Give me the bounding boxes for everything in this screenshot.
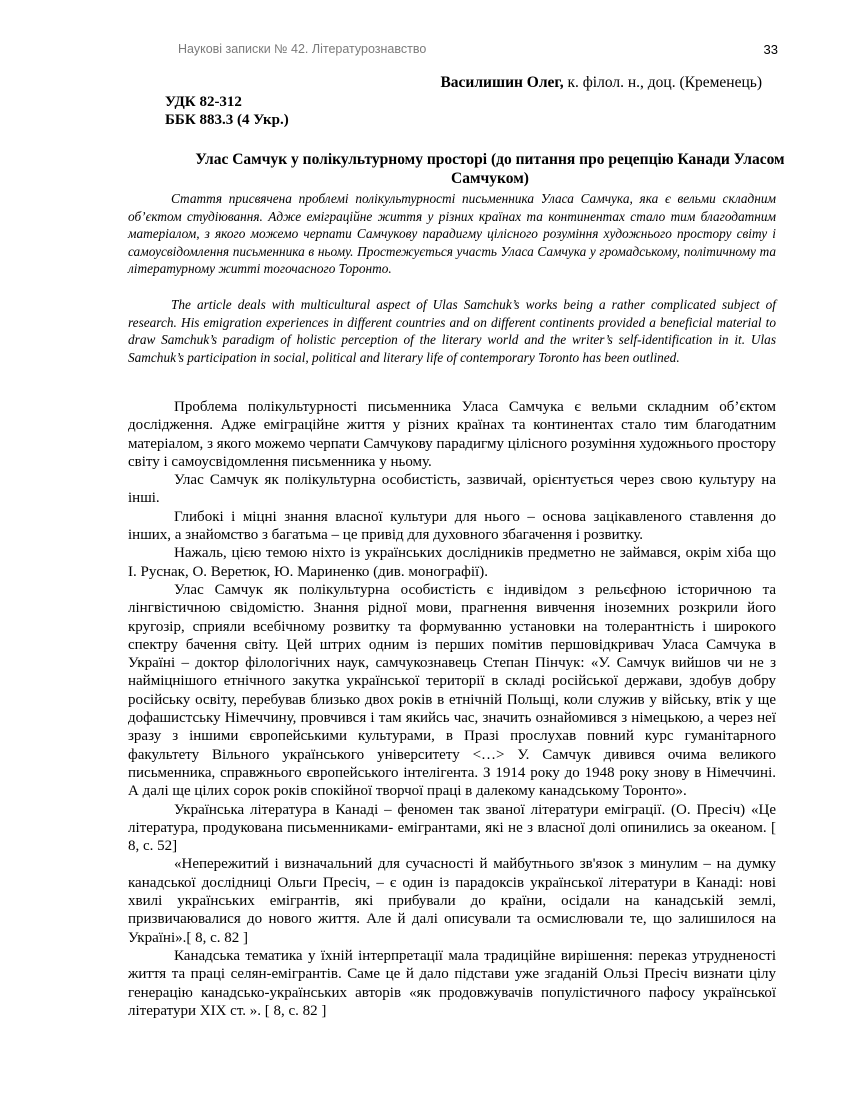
abstract-english: The article deals with multicultural aspect of Ulas Samchuk’s works being a rather complicated subject of research. His emigration experiences in different countries and on different continents provided a beneficial material to draw Samchuk’s paradigm of holistic perception of the literary world and the writer’s self-identification in it. Ulas Samchuk’s participation in social, political and literary life of contemporary Toronto has been outlined. <box>128 297 776 365</box>
body-paragraph: Канадська тематика у їхній інтерпретації мала традиційне вирішення: переказ утрудненості життя та праці селян-емігрантів. Саме це й дало підстави уже згаданій Ользі Пресіч визнати цілу генерацію канадсько-українських авторів «як продовжувачів популістичного пафосу української літератури XIX ст. ». [ 8, с. 82 ] <box>128 947 776 1019</box>
bbk-code: ББК 883.3 (4 Укр.) <box>165 112 289 128</box>
body-text <box>128 398 776 1020</box>
udc-code: УДК 82-312 <box>165 94 242 110</box>
body-paragraph: Українська література в Канаді – феномен так званої літератури еміграції. (О. Пресіч) «Це література, продукована письменниками- емігрантами, які не з власної долі опинились за океаном. [ 8, с. 52] <box>128 801 776 855</box>
body-paragraph: Нажаль, цією темою ніхто із українських дослідників предметно не займався, окрім хіба що І. Руснак, О. Веретюк, Ю. Мариненко (див. монографії). <box>128 545 776 580</box>
author-name: Василишин Олег, <box>440 74 564 91</box>
page-number: 33 <box>763 42 778 57</box>
abstract-ukrainian: Стаття присвячена проблемі полікультурності письменника Уласа Самчука, яка є вельми складним об’єктом студіювання. Адже еміграційне життя у різних країнах та континентах стало тим благодатним матеріалом, з якого можемо черпати Самчукову парадигму цілісного розуміння художнього простору світу і самоусвідомлення письменника в ньому. Простежується участь Уласа Самчука у громадському, політичному та літературному житті тогочасного Торонто. <box>128 191 776 277</box>
author-affiliation: к. філол. н., доц. (Кременець) <box>563 74 762 91</box>
body-paragraph: Улас Самчук як полікультурна особистість є індивідом з рельєфною історичною та лінгвістичною свідомістю. Знання рідної мови, прагнення вивчення іноземних розкрили його кругозір, сприяли всебічному розвитку та формуванню установки на толерантність і широкого спектру бачення світу. Цей штрих одним із перших помітив першовідкривач Уласа Самчука в Україні – доктор філологічних наук, самчукознавець Степан Пінчук: «У. Самчук вийшов чи не з найміцнішого етнічного закутка української території в складі російської держави, здобув добру російську освіту, перебував близько двох років в етнічній Польщі, коли служив у війську, втік у ще дофашистську Німеччину, провчився і там якийсь час, значить ознайомився з німецькою, а через неї зразу з іншими європейськими культурами, в Празі прослухав повний курс гуманітарного факультету Вільного українського університету <…> У. Самчук дивився очима великого письменника, справжнього європейського інтелігента. З 1914 року до 1948 року знову в Німеччині. А далі ще цілих сорок років спокійної творчої праці в далекому канадському Торонто». <box>128 581 776 800</box>
running-title: Наукові записки № 42. Літературознавство <box>178 42 427 56</box>
body-paragraph: Улас Самчук як полікультурна особистість, зазвичай, орієнтується через свою культуру на інші. <box>128 472 776 507</box>
classification-codes <box>165 93 289 129</box>
author-line <box>440 74 762 92</box>
article-title: Улас Самчук у полікультурному просторі (до питання про рецепцію Канади Уласом Самчуком) <box>195 151 785 187</box>
body-paragraph: Проблема полікультурності письменника Уласа Самчука є вельми складним об’єктом дослідження. Адже еміграційне життя у різних країнах та континентах стало тим благодатним матеріалом, з якого можемо черпати Самчукову парадигму цілісного розуміння художнього простору світу і самоусвідомлення письменника у ньому. <box>128 399 776 470</box>
body-paragraph: Глибокі і міцні знання власної культури для нього – основа зацікавленого ставлення до інших, а знайомство з багатьма – це привід для духовного збагачення і розвитку. <box>128 508 776 544</box>
body-paragraph: «Непережитий і визначальний для сучасності й майбутнього зв'язок з минулим – на думку канадської дослідниці Ольги Пресіч, – є один із парадоксів української літератури в Канаді: нові хвилі українських емігрантів, які прибували до країни, осідали на канадській землі, призвичаювалися до нового життя. Але й далі описували та осмислювали те, що залишилося на Україні».[ 8, с. 82 ] <box>128 856 776 946</box>
